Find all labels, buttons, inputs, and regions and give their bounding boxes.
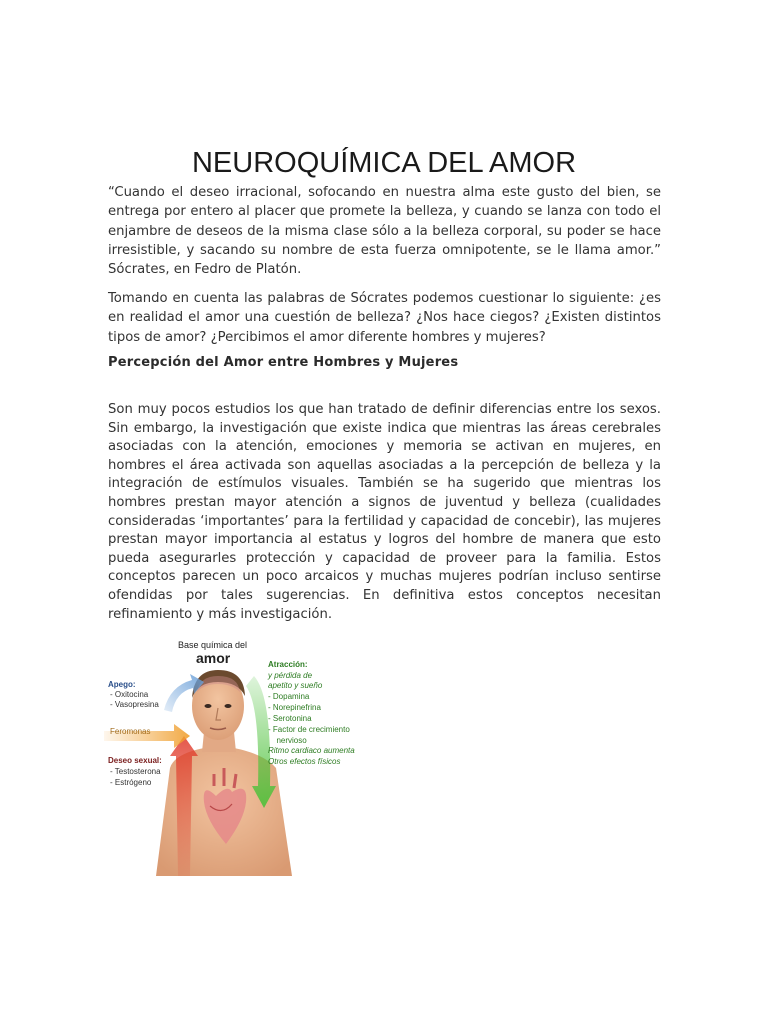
atraccion-subtitle: y pérdida de [268,671,313,680]
atraccion-item: - Norepinefrina [268,703,321,712]
atraccion-item: - Dopamina [268,692,310,701]
atraccion-item: - Factor de crecimiento [268,725,350,734]
apego-item: - Oxitocina [110,690,149,699]
questions-paragraph: Tomando en cuenta las palabras de Sócrates podemos cuestionar lo siguiente: ¿es en realidad el amor una cuestión de belleza? ¿Nos hace ciegos? ¿Existen distintos tipos de amor? ¿Percibimos el amor diferente hombres y mujeres? [108,291,661,345]
love-chemistry-figure [104,636,366,878]
apego-heading: Apego: [108,680,136,689]
deseo-item: - Estrógeno [110,778,152,787]
figure-caption-amor: amor [196,650,231,666]
atraccion-heading: Atracción: [268,660,308,669]
deseo-item: - Testosterona [110,767,161,776]
atraccion-extra: Otros efectos físicos [268,757,341,766]
atraccion-item: - Serotonina [268,714,312,723]
atraccion-extra: Ritmo cardiaco aumenta [268,746,355,755]
quote-paragraph: “Cuando el deseo irracional, sofocando en nuestra alma este gusto del bien, se entrega por entero al placer que promete la belleza, y cuando se lanza con todo el enjambre de deseos de la misma clase sólo a la belleza corporal, su poder se hace irresistible, y sacando su nombre de esta fuerza omnipotente, se le llama amor.” Sócrates, en Fedro de Platón. [108,185,661,278]
apego-item: - Vasopresina [110,700,159,709]
figure-caption-base: Base química del [178,640,248,650]
section-subheading: Percepción del Amor entre Hombres y Mujeres [108,355,459,370]
feromonas-label: Feromonas [110,727,151,736]
body-paragraph: Son muy pocos estudios los que han tratado de definir diferencias entre los sexos. Sin embargo, la investigación que existe indica que mientras las áreas cerebrales asociadas con la atención, emociones y memoria se activan en mujeres, en hombres el área activada son aquellas asociadas a la percepción de belleza y la integración de estímulos visuales. También se ha sugerido que mientras los hombres prestan mayor atención a signos de juventud y belleza (cualidades consideradas ‘importantes’ para la fertilidad y capacidad de concebir), las mujeres prestan mayor importancia al estatus y logros del hombre de manera que esto pueda asegurarles protección y capacidad de proveer para la familia. Estos conceptos parecen un poco arcaicos y muchas mujeres podrían incluso sentirse ofendidas por tales sugerencias. En definitiva estos conceptos necesitan refinamiento y más investigación. [108,402,661,622]
atraccion-item: nervioso [272,736,307,745]
document-title: NEUROQUÍMICA DEL AMOR [191,147,577,180]
deseo-heading: Deseo sexual: [108,756,162,765]
atraccion-subtitle: apetito y sueño [268,681,323,690]
